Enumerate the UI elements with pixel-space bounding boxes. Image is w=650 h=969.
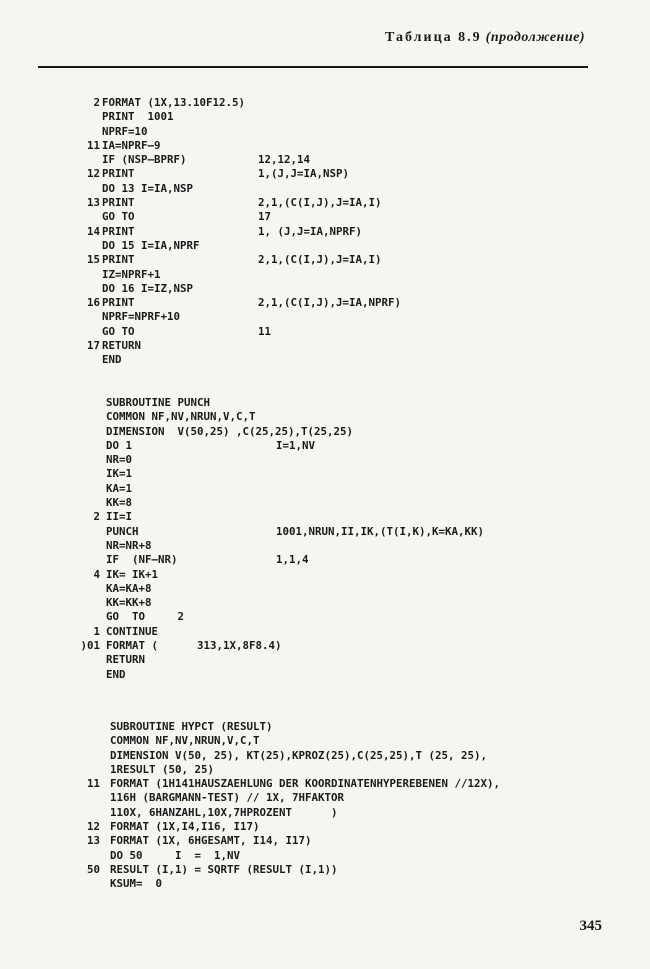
statement-args: 11: [258, 324, 272, 338]
statement-text: 110X, 6HANZAHL,10X,7HPROZENT ): [110, 805, 338, 819]
statement-text: NR=NR+8: [106, 538, 152, 552]
statement-text: KA=1: [106, 481, 133, 495]
statement-text: PRINT 1001: [102, 110, 174, 124]
statement-label: )01: [80, 639, 100, 653]
statement-text: NPRF=10: [102, 124, 148, 138]
statement-label: 11: [86, 138, 100, 152]
statement-args: 2,1,(C(I,J),J=IA,NPRF): [258, 296, 402, 310]
statement-label: 12: [86, 820, 100, 834]
statement-text: DO 13 I=IA,NSP: [102, 181, 194, 195]
statement-text: FORMAT (1X, 6HGESAMT, I14, I17): [110, 834, 312, 848]
statement-args: I=1,NV: [276, 438, 316, 452]
statement-text: RETURN: [102, 339, 142, 353]
statement-text: GO TO 2: [106, 610, 185, 624]
statement-text: RESULT (I,1) = SQRTF (RESULT (I,1)): [110, 862, 338, 876]
table-caption: [385, 30, 585, 46]
statement-text: PRINT: [102, 196, 135, 210]
statement-text: KSUM= 0: [110, 877, 163, 891]
statement-text: FORMAT (1H141HAUSZAEHLUNG DER KOORDINATENHYPEREBENEN //12X),: [110, 777, 501, 791]
statement-text: RETURN: [106, 653, 146, 667]
statement-label: 15: [86, 253, 100, 267]
statement-args: 1001,NRUN,II,IK,(T(I,K),K=KA,KK): [276, 524, 485, 538]
statement-label: 13: [86, 834, 100, 848]
statement-text: FORMAT (1X,13.10F12.5): [102, 96, 246, 109]
statement-text: DO 15 I=IA,NPRF: [102, 238, 200, 252]
statement-text: PRINT: [102, 253, 135, 267]
statement-label: 14: [86, 224, 100, 238]
statement-args: 1,(J,J=IA,NSP): [258, 167, 350, 181]
statement-text: PRINT: [102, 296, 135, 310]
statement-text: GO TO: [102, 210, 135, 224]
statement-text: IK=1: [106, 467, 133, 481]
header-rule: [38, 66, 588, 68]
statement-args: 2,1,(C(I,J),J=IA,I): [258, 253, 382, 267]
statement-label: 12: [86, 167, 100, 181]
statement-text: DO 1: [106, 438, 133, 452]
statement-args: 1,1,4: [276, 553, 309, 567]
statement-text: IF (NSP—BPRF): [102, 153, 187, 167]
statement-text: IK= IK+1: [106, 567, 159, 581]
statement-label: 13: [86, 196, 100, 210]
statement-text: KA=KA+8: [106, 581, 152, 595]
statement-label: 50: [86, 862, 100, 876]
statement-text: COMMON NF,NV,NRUN,V,C,T: [110, 734, 260, 748]
table-title: Таблица 8.9: [385, 30, 482, 45]
statement-text: IF (NF—NR): [106, 553, 178, 567]
statement-text: 116H (BARGMANN-TEST) // 1X, 7HFAKTOR: [110, 791, 345, 805]
statement-text: NR=0: [106, 453, 133, 467]
statement-args: 12,12,14: [258, 153, 311, 167]
statement-text: FORMAT ( 313,1X,8F8.4): [106, 639, 282, 653]
statement-text: KK=KK+8: [106, 596, 152, 610]
statement-text: IZ=NPRF+1: [102, 267, 161, 281]
statement-text: SUBROUTINE PUNCH: [106, 396, 211, 409]
statement-args: 2,1,(C(I,J),J=IA,I): [258, 196, 382, 210]
statement-label: 4: [93, 567, 100, 581]
statement-text: COMMON NF,NV,NRUN,V,C,T: [106, 410, 256, 424]
statement-label: 16: [86, 296, 100, 310]
statement-text: DO 16 I=IZ,NSP: [102, 281, 194, 295]
statement-text: GO TO: [102, 324, 135, 338]
statement-text: PRINT: [102, 167, 135, 181]
statement-label: 2: [93, 510, 100, 524]
statement-text: PRINT: [102, 224, 135, 238]
page-number: 345: [579, 918, 602, 934]
statement-args: 1, (J,J=IA,NPRF): [258, 224, 363, 238]
statement-text: DIMENSION V(50,25) ,C(25,25),T(25,25): [106, 424, 354, 438]
statement-text: KK=8: [106, 496, 133, 510]
statement-text: II=I: [106, 510, 133, 524]
statement-args: 17: [258, 210, 272, 224]
statement-text: SUBROUTINE HYPCT (RESULT): [110, 720, 273, 733]
statement-text: 1RESULT (50, 25): [110, 762, 215, 776]
statement-text: CONTINUE: [106, 624, 159, 638]
statement-label: 17: [86, 339, 100, 353]
statement-label: 11: [86, 777, 100, 791]
statement-text: DO 50 I = 1,NV: [110, 848, 241, 862]
statement-text: END: [106, 667, 126, 681]
statement-text: END: [102, 353, 122, 367]
statement-label: 2: [93, 96, 100, 109]
statement-text: PUNCH: [106, 524, 139, 538]
statement-text: IA=NPRF—9: [102, 138, 161, 152]
statement-text: DIMENSION V(50, 25), KT(25),KPROZ(25),C(25,25),T (25, 25),: [110, 748, 488, 762]
statement-text: NPRF=NPRF+10: [102, 310, 181, 324]
statement-label: 1: [93, 624, 100, 638]
statement-text: FORMAT (1X,I4,I16, I17): [110, 820, 260, 834]
table-subtitle: (продолжение): [485, 30, 585, 45]
